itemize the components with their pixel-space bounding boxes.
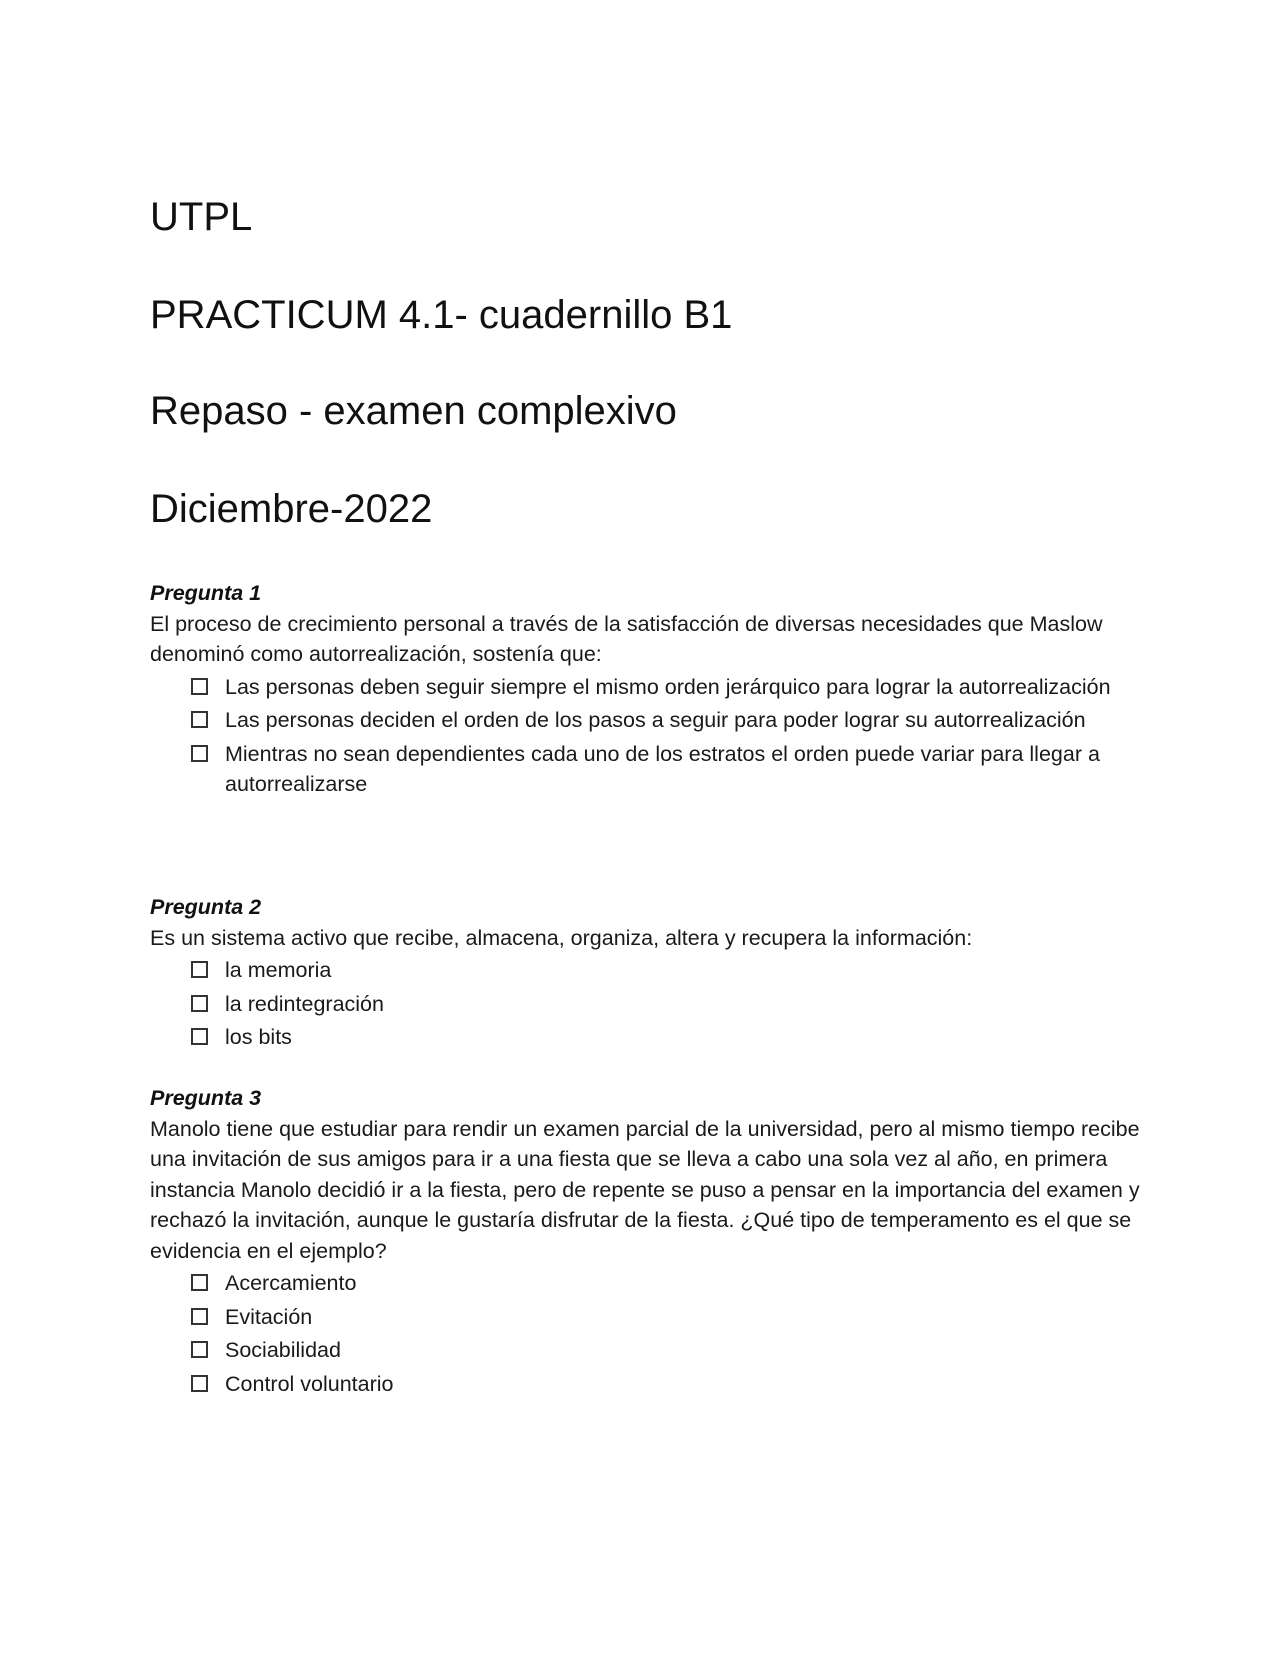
option-label: Las personas deben seguir siempre el mismo orden jerárquico para lograr la autorrealización xyxy=(225,674,1111,699)
checkbox[interactable] xyxy=(191,1308,208,1325)
course-title: PRACTICUM 4.1- cuadernillo B1 xyxy=(150,293,733,337)
option-label: Acercamiento xyxy=(225,1271,357,1295)
option-item xyxy=(150,989,1140,1020)
checkbox[interactable] xyxy=(191,678,208,695)
question-text: Manolo tiene que estudiar para rendir un examen parcial de la universidad, pero al mismo tiempo recibe una invitación de sus amigos para ir a una fiesta que se lleva a cabo una sola vez al año, en primera instancia Manolo decidió ir a la fiesta, pero de repente se puso a pensar en la importancia del examen y rechazó la invitación, aunque le gustaría disfrutar de la fiesta. ¿Qué tipo de temperamento es el que se evidencia en el ejemplo? xyxy=(150,1116,1140,1263)
date-title: Diciembre-2022 xyxy=(150,487,433,531)
checkbox[interactable] xyxy=(191,961,208,978)
checkbox[interactable] xyxy=(191,745,208,762)
checkbox[interactable] xyxy=(191,1028,208,1045)
checkbox[interactable] xyxy=(191,1375,208,1392)
checkbox[interactable] xyxy=(191,995,208,1012)
option-label: los bits xyxy=(225,1025,292,1049)
option-item xyxy=(150,1369,1140,1400)
question-text: Es un sistema activo que recibe, almacena, organiza, altera y recupera la información: xyxy=(150,925,973,950)
option-label: la redintegración xyxy=(225,991,384,1016)
question-2 xyxy=(150,892,1140,1056)
checkbox[interactable] xyxy=(191,1274,208,1291)
option-item xyxy=(150,672,1140,703)
options-list xyxy=(150,1268,1140,1399)
option-label: Mientras no sean dependientes cada uno de los estratos el orden puede variar para llegar a autorrealizarse xyxy=(225,741,1100,796)
option-label: Las personas deciden el orden de los pasos a seguir para poder lograr su autorrealización xyxy=(225,708,1086,732)
question-3 xyxy=(150,1083,1140,1402)
option-label: Evitación xyxy=(225,1304,313,1329)
checkbox[interactable] xyxy=(191,711,208,728)
review-title: Repaso - examen complexivo xyxy=(150,389,677,433)
option-label: la memoria xyxy=(225,958,332,982)
option-label: Sociabilidad xyxy=(225,1338,341,1362)
option-item xyxy=(150,705,1140,736)
checkbox[interactable] xyxy=(191,1341,208,1358)
options-list xyxy=(150,672,1140,800)
option-label: Control voluntario xyxy=(225,1371,394,1396)
option-item xyxy=(150,955,1140,986)
option-item xyxy=(150,1335,1140,1366)
option-item xyxy=(150,739,1140,800)
question-label: Pregunta 1 xyxy=(150,581,262,605)
question-label: Pregunta 3 xyxy=(150,1086,262,1110)
institution-title: UTPL xyxy=(150,195,253,239)
option-item xyxy=(150,1268,1140,1299)
question-1 xyxy=(150,578,1140,803)
question-label: Pregunta 2 xyxy=(150,895,262,919)
options-list xyxy=(150,955,1140,1053)
option-item xyxy=(150,1302,1140,1333)
question-text: El proceso de crecimiento personal a través de la satisfacción de diversas necesidades que Maslow denominó como autorrealización, sostenía que: xyxy=(150,611,1103,666)
option-item xyxy=(150,1022,1140,1053)
